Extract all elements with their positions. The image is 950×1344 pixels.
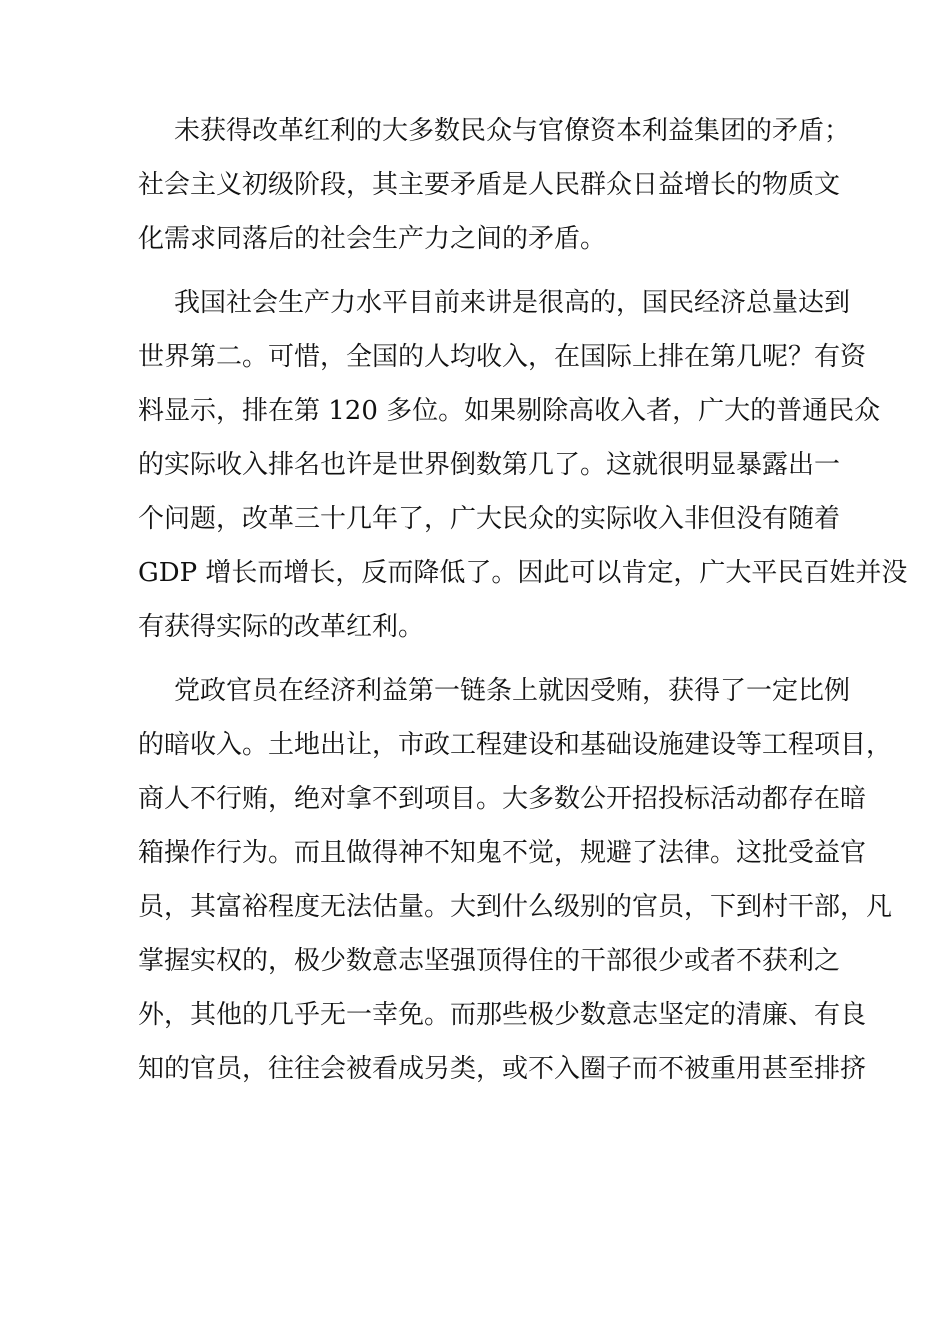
paragraph-1	[138, 104, 851, 266]
text-line: 外，其他的几乎无一幸免。而那些极少数意志坚定的清廉、有良	[138, 1000, 867, 1030]
text-line: GDP 增长而增长，反而降低了。因此可以肯定，广大平民百姓并没	[138, 558, 908, 588]
paragraph-3	[138, 664, 893, 1096]
text-line: 我国社会生产力水平目前来讲是很高的，国民经济总量达到	[174, 288, 851, 318]
text-line: 个问题，改革三十几年了，广大民众的实际收入非但没有随着	[138, 504, 841, 534]
text-line: 有获得实际的改革红利。	[138, 612, 425, 642]
text-line: 掌握实权的，极少数意志坚强顶得住的干部很少或者不获利之	[138, 946, 841, 976]
body-text	[138, 104, 908, 1096]
text-line: 员，其富裕程度无法估量。大到什么级别的官员，下到村干部，凡	[138, 892, 893, 922]
text-line: 商人不行贿，绝对拿不到项目。大多数公开招投标活动都存在暗	[138, 784, 867, 814]
text-line: 箱操作行为。而且做得神不知鬼不觉，规避了法律。这批受益官	[138, 838, 867, 868]
text-line: 的实际收入排名也许是世界倒数第几了。这就很明显暴露出一	[138, 450, 841, 480]
text-line: 世界第二。可惜，全国的人均收入，在国际上排在第几呢？有资	[138, 342, 867, 372]
text-line: 社会主义初级阶段，其主要矛盾是人民群众日益增长的物质文	[138, 170, 841, 200]
text-line: 知的官员，往往会被看成另类，或不入圈子而不被重用甚至排挤	[138, 1054, 867, 1084]
text-line: 未获得改革红利的大多数民众与官僚资本利益集团的矛盾；	[174, 116, 851, 146]
text-line: 化需求同落后的社会生产力之间的矛盾。	[138, 224, 607, 254]
text-line: 党政官员在经济利益第一链条上就因受贿，获得了一定比例	[174, 676, 851, 706]
paragraph-2	[138, 276, 908, 654]
text-line: 料显示，排在第 120 多位。如果剔除高收入者，广大的普通民众	[138, 396, 881, 426]
text-line: 的暗收入。土地出让，市政工程建设和基础设施建设等工程项目，	[138, 730, 893, 760]
